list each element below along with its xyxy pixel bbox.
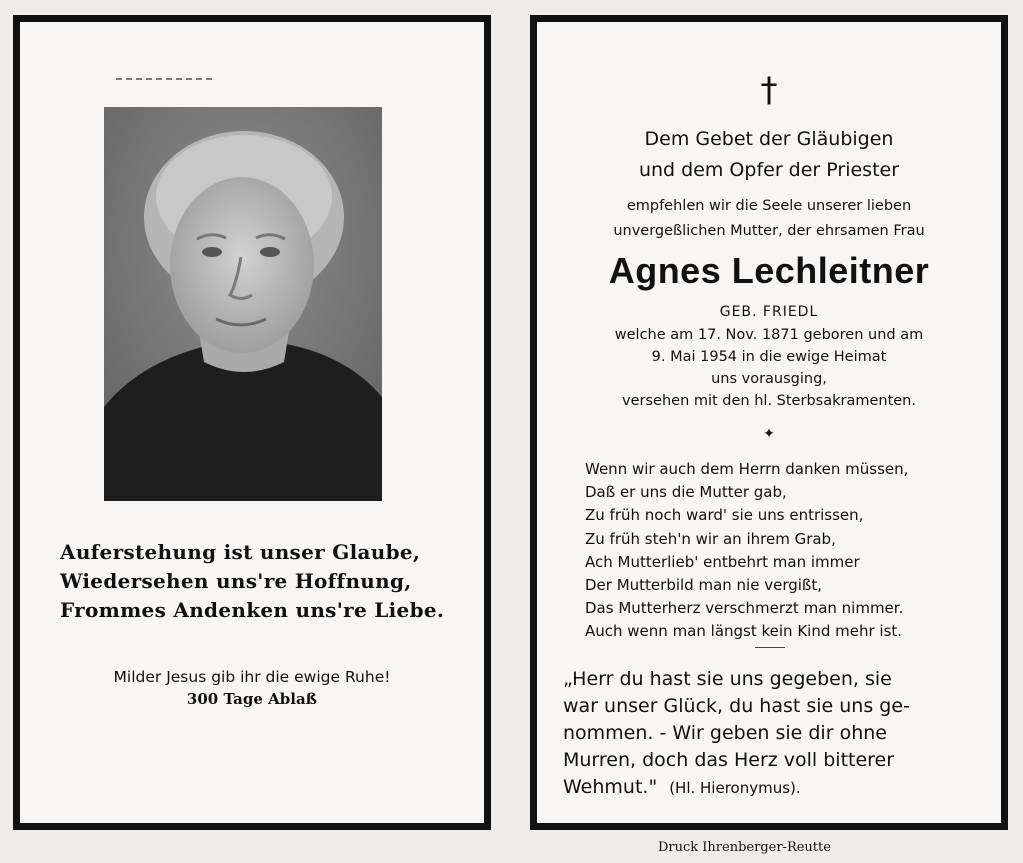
- indulgence-text: 300 Tage Ablaß: [186, 690, 318, 708]
- life-line: welche am 17. Nov. 1871 geboren und am: [614, 327, 924, 343]
- deceased-name: Agnes Lechleitner: [608, 250, 930, 291]
- life-line: versehen mit den hl. Sterbsakramenten.: [622, 393, 916, 409]
- poem-line: Auch wenn man längst kein Kind mehr ist.: [585, 622, 903, 641]
- poem-line: Wenn wir auch dem Herrn danken müssen,: [585, 460, 909, 478]
- poem-line: Zu früh noch ward' sie uns entrissen,: [585, 506, 864, 525]
- portrait-photo: [104, 107, 382, 501]
- recommendation-line: empfehlen wir die Seele unserer lieben: [626, 198, 912, 214]
- recommendation-line: unvergeßlichen Mutter, der ehrsamen Frau: [613, 223, 925, 239]
- left-card: [13, 15, 491, 830]
- dedication-line: und dem Opfer der Priester: [638, 159, 900, 181]
- divider: [755, 647, 785, 648]
- pencil-mark: [116, 78, 212, 82]
- poem-line: Der Mutterbild man nie vergißt,: [585, 576, 823, 595]
- life-line: 9. Mai 1954 in die ewige Heimat: [651, 349, 887, 365]
- quote-line: Wehmut.": [563, 776, 658, 798]
- dedication-line: Dem Gebet der Gläubigen: [644, 128, 894, 150]
- recommendation: [537, 194, 1001, 244]
- poem-line: Ach Mutterlieb' entbehrt man immer: [585, 552, 860, 571]
- poem-line: Das Mutterherz verschmerzt man nimmer.: [585, 599, 904, 618]
- quote-line: war unser Glück, du hast sie uns ge-: [563, 695, 910, 717]
- motto: [60, 538, 480, 625]
- poem: [585, 458, 1005, 644]
- motto-line: Frommes Andenken uns're Liebe.: [60, 598, 445, 622]
- quote-line: nommen. - Wir geben sie dir ohne: [563, 722, 887, 744]
- motto-line: Wiedersehen uns're Hoffnung,: [60, 569, 412, 593]
- life-line: uns vorausging,: [711, 371, 827, 387]
- cross-icon: †: [760, 70, 778, 110]
- quote-attribution: (Hl. Hieronymus).: [669, 779, 801, 797]
- quote-line: Murren, doch das Herz voll bitterer: [563, 749, 895, 771]
- maiden-name: GEB. FRIEDL: [719, 304, 819, 320]
- quote-line: „Herr du hast sie uns gegeben, sie: [563, 668, 892, 690]
- right-card: [530, 15, 1008, 830]
- dedication: [537, 124, 1001, 186]
- quote: [563, 666, 983, 802]
- portrait-illustration: [104, 107, 382, 501]
- prayer-block: [20, 666, 484, 710]
- life-dates: [537, 324, 1001, 412]
- printer-credit: Druck Ihrenberger-Reutte: [658, 840, 831, 855]
- motto-line: Auferstehung ist unser Glaube,: [60, 540, 421, 564]
- prayer-text: Milder Jesus gib ihr die ewige Ruhe!: [113, 668, 391, 686]
- poem-line: Daß er uns die Mutter gab,: [585, 483, 787, 502]
- ornament-icon: ✦: [763, 426, 775, 442]
- quote-line-last: [563, 774, 983, 802]
- poem-line: Zu früh steh'n wir an ihrem Grab,: [585, 529, 836, 548]
